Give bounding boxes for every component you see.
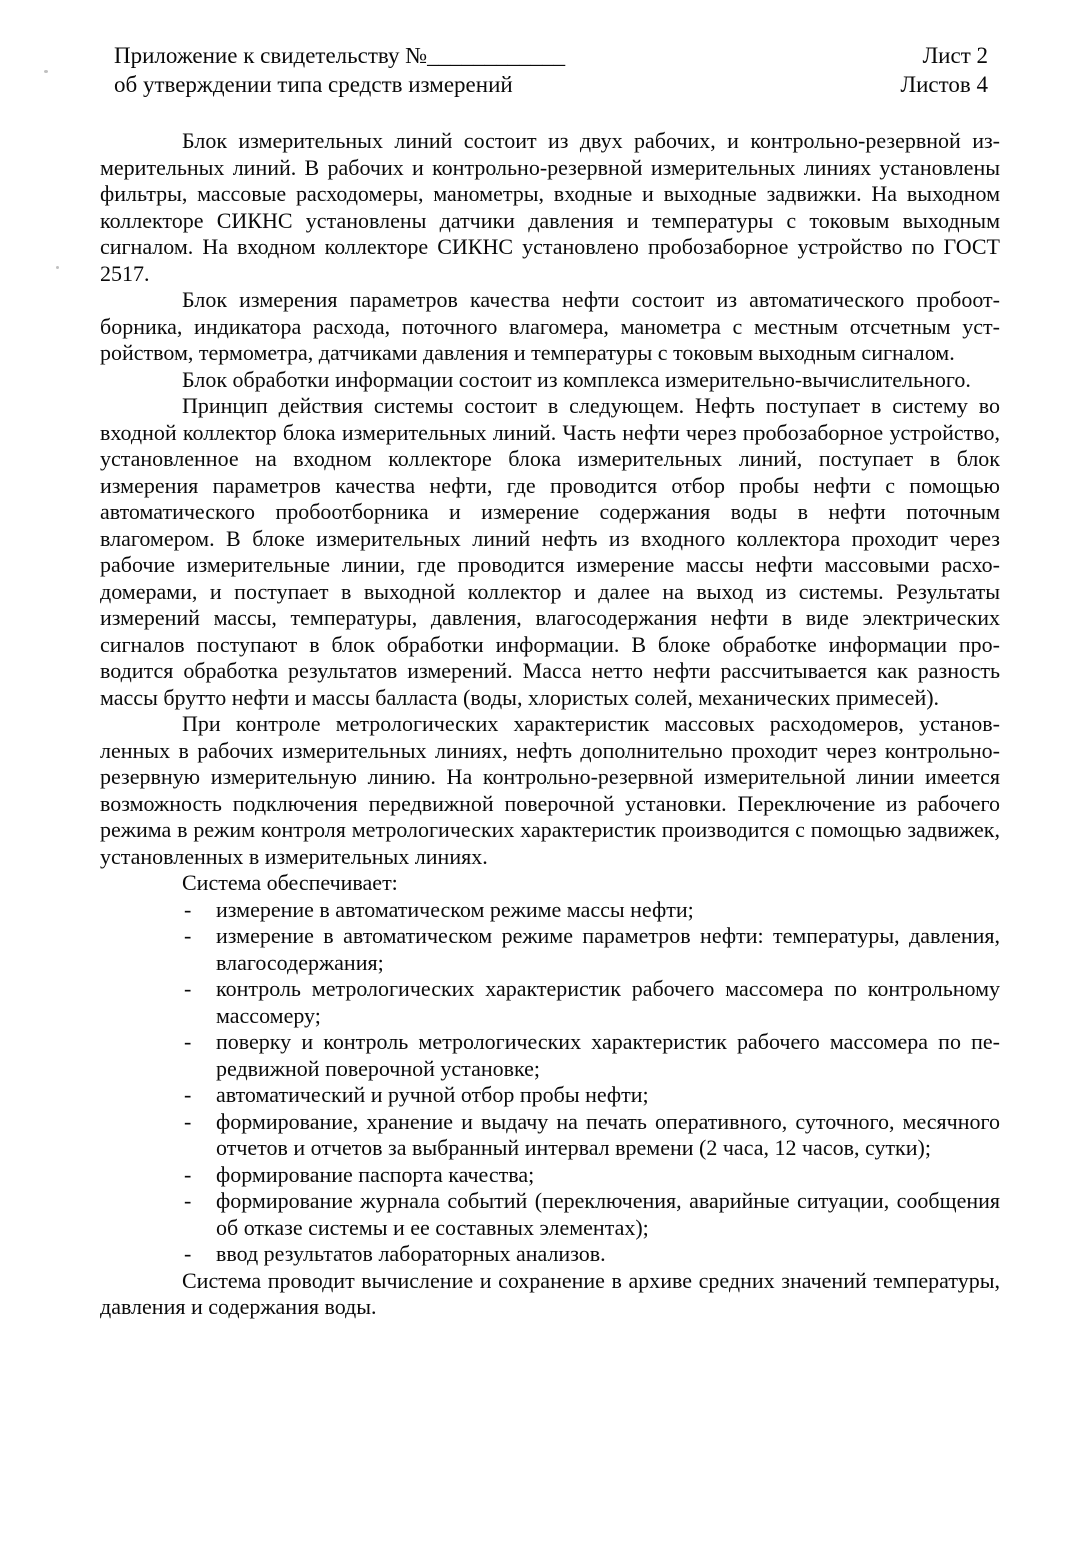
dash-bullet: - xyxy=(184,1029,192,1054)
header-appendix xyxy=(114,42,565,99)
paragraph-quality-measurement-block: Блок измерения параметров качества нефти состоит из автоматического пробоотборника, индикатора расхода, поточного влагомера, манометра с местным отсчетным устройством, термометра, датчиками давления и температуры с токовым выходным сигналом. xyxy=(100,287,1000,365)
document-body xyxy=(100,128,1000,1321)
page-header xyxy=(114,42,988,99)
paragraph-information-processing-block: Блок обработки информации состоит из комплекса измерительно-вычислительного. xyxy=(182,366,971,392)
list-item-text: формирование паспорта качества; xyxy=(216,1161,535,1187)
scan-speck xyxy=(44,70,48,73)
list-item-text: ввод результатов лабораторных анализов. xyxy=(216,1241,606,1266)
list-item-text: измерение в автоматическом режиме параметров нефти: температуры, давления, влагосодержания; xyxy=(216,923,1000,975)
paragraph-operating-principle: Принцип действия системы состоит в следующем. Нефть поступает в систему во входной коллектор блока измерительных линий. Часть нефти через пробозаборное устройство, установленное на входном коллекторе блока измерительных линий, поступает в блок измерения параметров качества нефти, где проводится отбор пробы нефти с помощью автоматического пробоотборника и измерение содержания воды в нефти поточным влагомером. В блоке измерительных линий нефть из входного коллектора проходит через рабочие измерительные линии, где проводится измерение массы нефти массовыми расходомерами, и поступает в выходной коллектор и далее на выход из системы. Результаты измерений массы, температуры, давления, влагосодержания нефти в виде электрических сигналов поступают в блок обработки информации. В блоке обработке информации проводится обработка результатов измерений. Масса нетто нефти рассчитывается как разность массы брутто нефти и массы балласта (воды, хлористых солей, механических примесей). xyxy=(100,393,1000,710)
list-item-text: формирование журнала событий (переключения, аварийные ситуации, сообщения об отказе системы и ее составных элементах); xyxy=(216,1188,1000,1240)
dash-bullet: - xyxy=(184,1161,192,1187)
header-appendix-line2: об утверждении типа средств измерений xyxy=(114,71,513,97)
list-item xyxy=(100,923,1000,976)
scan-speck xyxy=(56,266,59,269)
dash-bullet: - xyxy=(184,1082,192,1107)
sheets-total: Листов 4 xyxy=(900,71,988,97)
paragraph-measuring-lines-block: Блок измерительных линий состоит из двух рабочих, и контрольно-резервной измерительных линий. В рабочих и контрольно-резервной измерительных линиях установлены фильтры, массовые расходомеры, манометры, входные и выходные задвижки. На выходном коллекторе СИКНС установлены датчики давления и температуры с токовым выходным сигналом. На входном коллекторе СИКНС установлено пробозаборное устройство по ГОСТ 2517. xyxy=(100,128,1000,286)
list-item-text: поверку и контроль метрологических характеристик рабочего массомера по передвижной поверочной установке; xyxy=(216,1029,1000,1081)
list-item xyxy=(100,897,1000,924)
list-item-text: автоматический и ручной отбор пробы нефти; xyxy=(216,1082,649,1107)
list-item xyxy=(100,1082,1000,1109)
list-intro: Система обеспечивает: xyxy=(182,870,398,895)
dash-bullet: - xyxy=(184,1188,192,1213)
dash-bullet: - xyxy=(184,976,192,1001)
list-item-text: формирование, хранение и выдачу на печать оперативного, суточного, месячного отчетов и отчетов за выбранный интервал времени (2 часа, 12 часов, сутки); xyxy=(216,1108,1000,1160)
header-appendix-line1 xyxy=(114,42,565,71)
paragraph-metrological-control: При контроле метрологических характеристик массовых расходомеров, установленных в рабочих измерительных линиях, нефть дополнительно проходит через контрольно-резервную измерительную линию. На контрольно-резервной измерительной линии имеется возможность подключения передвижной поверочной установки. Переключение из рабочего режима в режим контроля метрологических характеристик производится с помощью задвижек, установленных в измерительных линиях. xyxy=(100,711,1000,869)
paragraph-closing: Система проводит вычисление и сохранение в архиве средних значений температуры, давления и содержания воды. xyxy=(100,1267,1000,1319)
list-item xyxy=(100,1109,1000,1162)
list-item xyxy=(100,1029,1000,1082)
header-appendix-title: Приложение к свидетельству № xyxy=(114,43,428,68)
list-item xyxy=(100,976,1000,1029)
list-item-text: измерение в автоматическом режиме массы нефти; xyxy=(216,896,694,922)
list-item xyxy=(100,1162,1000,1189)
list-item xyxy=(100,1188,1000,1241)
certificate-number-blank: ____________ xyxy=(427,43,566,68)
sheet-number: Лист 2 xyxy=(922,43,988,68)
list-item-text: контроль метрологических характеристик рабочего массомера по контрольному массомеру; xyxy=(216,976,1000,1028)
header-sheet-info xyxy=(901,42,988,99)
dash-bullet: - xyxy=(184,1241,192,1266)
dash-bullet: - xyxy=(184,896,192,922)
dash-bullet: - xyxy=(184,1108,192,1134)
list-item xyxy=(100,1241,1000,1268)
dash-bullet: - xyxy=(184,923,192,948)
